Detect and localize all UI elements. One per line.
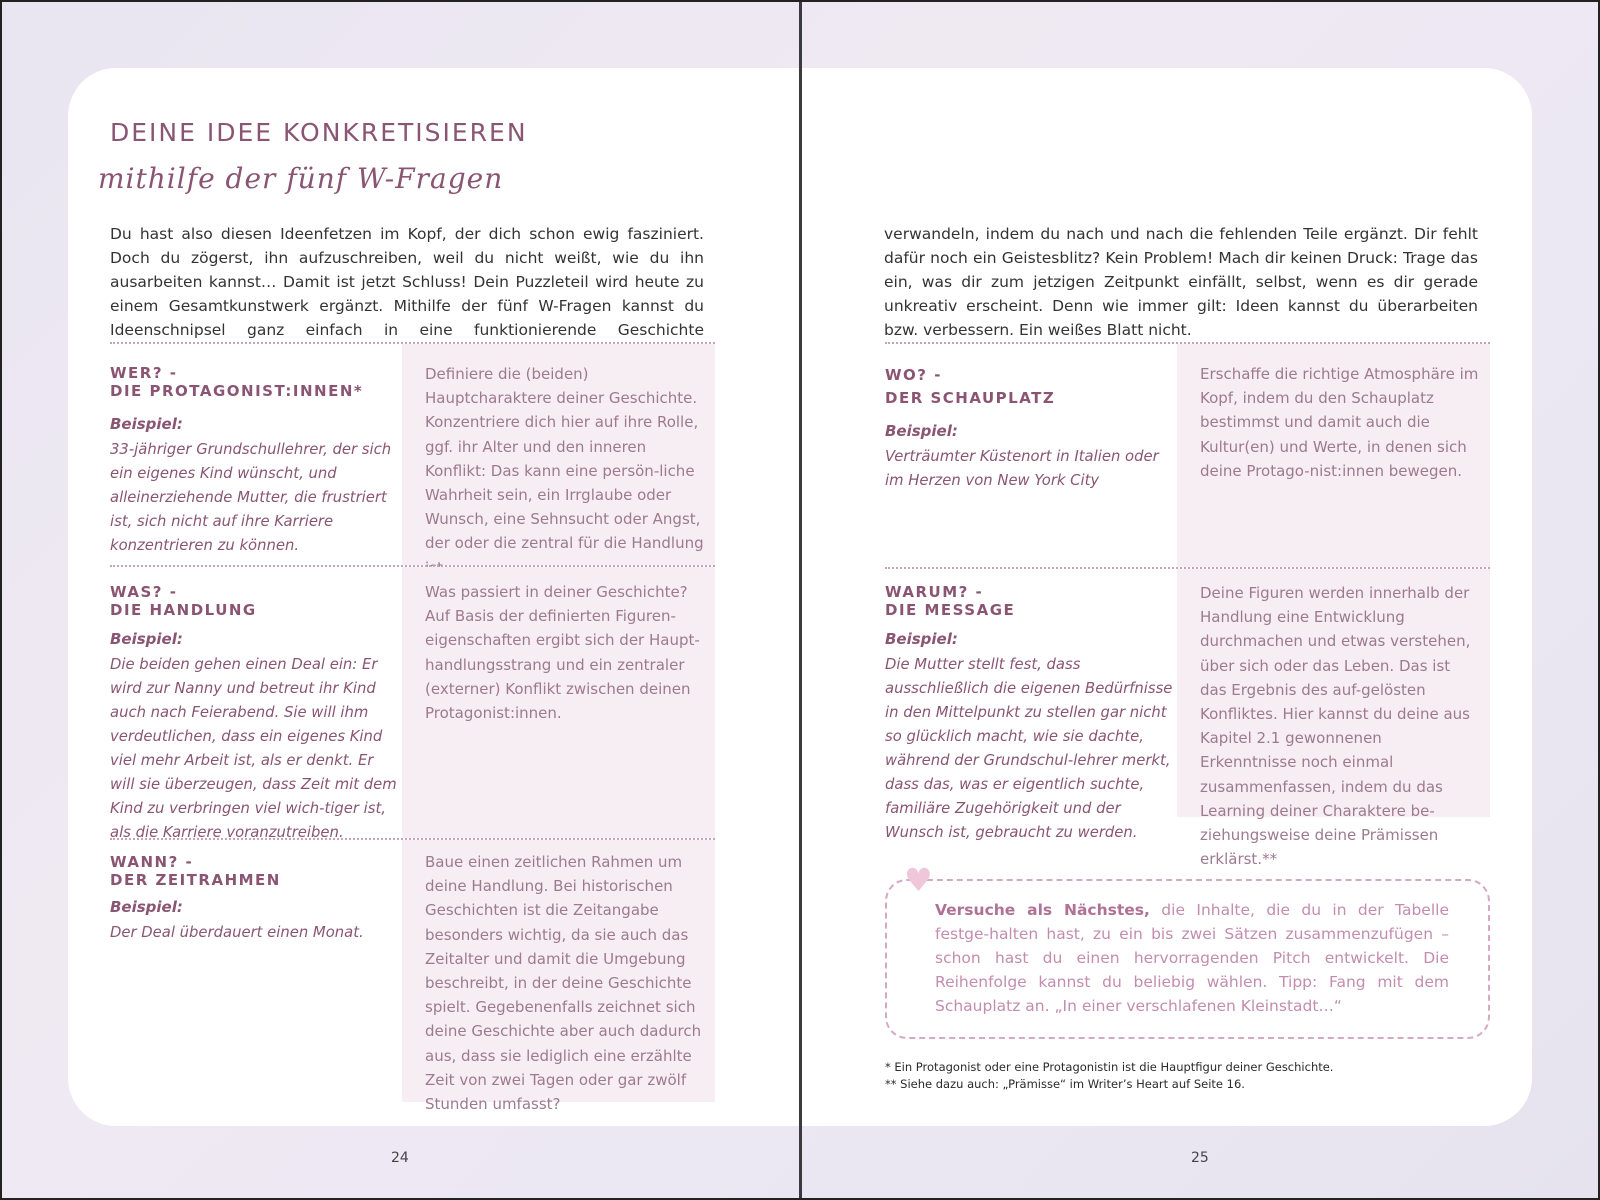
example-text: 33-jähriger Grundschullehrer, der sich ein eigenes Kind wünscht, und alleinerziehende Mutter, die frustriert ist, sich nicht auf ihre Karriere konzentrieren zu können. (110, 441, 392, 554)
row-description: Was passiert in deiner Geschichte? Auf Basis der definierten Figuren-eigenschaften ergibt sich der Haupt-handlungsstrang und ein zentraler (externer) Konflikt zwischen deinen Protagonist:innen. (425, 583, 700, 723)
table-row-wer (110, 342, 715, 565)
tip-lead: Versuche als Nächstes, (935, 901, 1150, 919)
row-description: Baue einen zeitlichen Rahmen um deine Handlung. Bei historischen Geschichten ist die Zeitangabe besonders wichtig, da sie auch das Zeitalter und damit die Umgebung beschreibt, in der deine Geschichte spielt. Gegebenenfalls zeichnet sich deine Geschichte aber auch dadurch aus, dass sie lediglich eine erzählte Zeit von zwei Tagen oder gar zwölf Stunden umfasst? (425, 853, 702, 1114)
row-description: Definiere die (beiden) Hauptcharaktere deiner Geschichte. Konzentriere dich hier auf ihre Rolle, ggf. ihr Alter und den inneren Konflikt: Das kann eine persön-liche Wahrheit sein, ein Irrglaube oder Wunsch, eine Sehnsucht oder Angst, der oder die zentral für die Handlung (425, 365, 704, 553)
footnote-2: ** Siehe dazu auch: „Prämisse“ im Writer’s Heart auf Seite 16. (885, 1077, 1245, 1091)
page-number: 24 (391, 1150, 409, 1166)
table-row-wann (110, 838, 715, 1114)
example-text: Die Mutter stellt fest, dass ausschließlich die eigenen Bedürfnisse in den Mittelpunkt zu stellen gar nicht so glücklich macht, wie sie dachte, während der Grundschul-lehrer merkt, dass das, was er eigentlich suchte, familiäre Zugehörigkeit und der Wunsch ist, gebraucht zu werden. (885, 656, 1173, 841)
example-label: Beispiel: (885, 422, 958, 440)
heart-icon: ♥ (904, 861, 933, 899)
table-row-warum (885, 567, 1490, 869)
table-row-wo (885, 342, 1490, 567)
page-subtitle: mithilfe der fünf W-Fragen (98, 162, 504, 195)
row-label: WARUM? - DIE MESSAGE (885, 583, 1016, 619)
row-label: WANN? - DER ZEITRAHMEN (110, 853, 281, 889)
example-text: Verträumter Küstenort in Italien oder im Herzen von New York City (885, 448, 1159, 489)
row-description: Erschaffe die richtige Atmosphäre im Kopf, indem du den Schauplatz bestimmst und damit auch die Kultur(en) und Werte, in denen sich deine Protago-nist:innen bewegen. (1200, 365, 1479, 480)
tip-text (935, 898, 1449, 1018)
example-label: Beispiel: (885, 630, 958, 648)
page-title: DEINE IDEE KONKRETISIEREN (110, 118, 528, 147)
intro-text-right: verwandeln, indem du nach und nach die fehlenden Teile ergänzt. Dir fehlt dafür noch ein Geistesblitz? Kein Problem! Mach dir keinen Druck: Trage das ein, was dir zum jetzigen Zeitpunkt einfällt, selbst, wenn es dir gerade unkreativ erscheint. Denn wie immer gilt: Ideen kannst du überarbeiten bzw. verbessern. Ein weißes Blatt nicht. (884, 225, 1478, 339)
table-row-was (110, 565, 715, 841)
row-label: WER? - DIE PROTAGONIST:INNEN* (110, 364, 364, 400)
page-number: 25 (1191, 1150, 1209, 1166)
intro-text-left: Du hast also diesen Ideenfetzen im Kopf, der dich schon ewig fasziniert. Doch du zögerst, ihn aufzuschreiben, weil du nicht weißt, wie du ihn ausarbeiten kannst… Damit ist jetzt Schluss! Dein Puzzleteil wird heute zu einem Gesamtkunstwerk ergänzt. Mithilfe der fünf W-Fragen kannst du Ideenschnipsel ganz einfach in eine funktionierende Geschichte (110, 225, 704, 339)
example-text: Die beiden gehen einen Deal ein: Er wird zur Nanny und betreut ihr Kind auch nach Feierabend. Sie will ihm verdeutlichen, dass ein eigenes Kind viel mehr Arbeit ist, als er denkt. Er will sie überzeugen, dass Zeit mit dem Kind zu verbringen viel wich-tiger ist, als die Karriere voranzutreiben. (110, 656, 397, 841)
example-label: Beispiel: (110, 415, 183, 433)
example-label: Beispiel: (110, 630, 183, 648)
tip-body: die Inhalte, die du in der Tabelle festge-halten hast, zu ein bis zwei Sätzen zusammenzufügen – schon hast du einen hervorragenden Pitch entwickelt. Die Reihenfolge kannst du beliebig wählen. Tipp: Fang mit dem Schauplatz an. „In einer verschlafenen Kleinstadt…“ (935, 901, 1449, 1015)
row-label: WAS? - DIE HANDLUNG (110, 583, 257, 619)
example-text: Der Deal überdauert einen Monat. (110, 924, 364, 941)
footnote-1: * Ein Protagonist oder eine Protagonistin ist die Hauptfigur deiner Geschichte. (885, 1060, 1334, 1074)
row-label: WO? - DER SCHAUPLATZ (885, 366, 1056, 407)
book-spine (799, 0, 802, 1200)
example-label: Beispiel: (110, 898, 183, 916)
row-description: Deine Figuren werden innerhalb der Handlung eine Entwicklung durchmachen und etwas verstehen, über sich oder das Leben. Das ist das Ergebnis des auf-gelösten Konfliktes. Hier kannst du deine aus Kapitel 2.1 gewonnenen Erkenntnisse noch einmal zusammenfassen, indem du das Learning deiner Charaktere be-ziehungsweise deine Prämissen erklärst.** (1200, 584, 1471, 869)
left-page (0, 0, 799, 1200)
